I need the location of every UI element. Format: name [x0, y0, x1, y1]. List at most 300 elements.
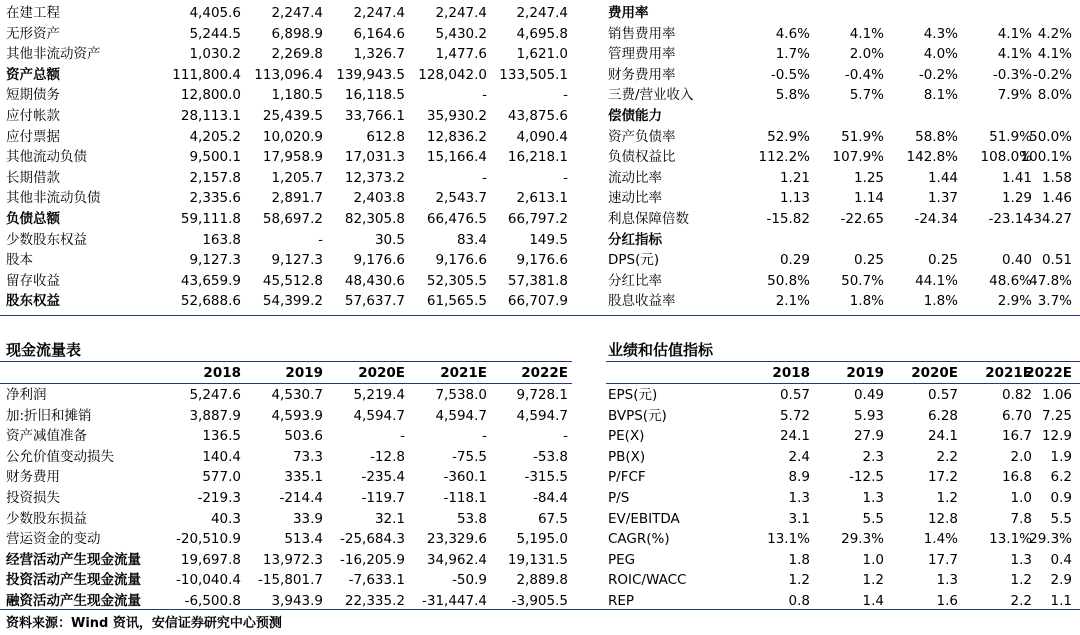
valuation-year-0: 2018	[772, 365, 810, 381]
cashflow-cell: 7,538.0	[435, 387, 487, 403]
valuation-row	[0, 447, 1080, 467]
cashflow-cell: 503.6	[284, 428, 323, 445]
balance-cell: 57,381.8	[507, 272, 568, 289]
valuation-row-label: CAGR(%)	[608, 531, 670, 548]
ratio-cell	[982, 230, 1072, 250]
valuation-row	[0, 591, 1080, 611]
cashflow-cell: -	[563, 428, 568, 445]
balance-row-label: 应付帐款	[6, 108, 60, 124]
ratio-cell: 1.37	[927, 190, 958, 207]
ratio-cell: -0.2%	[918, 66, 958, 83]
cashflow-cell: -12.8	[370, 448, 405, 465]
cashflow-cell: -16,205.9	[340, 551, 405, 568]
cashflow-cell: 5,195.0	[516, 531, 568, 548]
balance-cell: 163.8	[202, 231, 241, 248]
valuation-cell: 5.5	[862, 510, 884, 527]
balance-cell: 5,244.5	[189, 25, 241, 42]
valuation-cell: 1.06	[1041, 387, 1072, 403]
ratio-cell: 0.25	[853, 252, 884, 269]
valuation-cell: 1.2	[936, 490, 958, 506]
valuation-row	[0, 426, 1080, 446]
valuation-cell: 24.1	[927, 428, 958, 445]
ratio-row-label: 费用率	[608, 5, 649, 21]
balance-cell: 52,688.6	[180, 293, 241, 310]
cashflow-row-label: 融资活动产生现金流量	[6, 593, 141, 609]
ratio-cell: 4.1%	[997, 25, 1032, 42]
balance-cell: 12,800.0	[180, 87, 241, 104]
cashflow-cell: -10,040.4	[176, 572, 241, 589]
cashflow-cell: -7,633.1	[348, 572, 405, 589]
cashflow-cell: 4,594.7	[353, 407, 405, 424]
ratio-cell: -24.34	[914, 211, 958, 227]
ratio-row-label: 资产负债率	[608, 128, 676, 145]
ratio-row	[0, 250, 1080, 270]
balance-cell: 2,247.4	[516, 5, 568, 21]
ratio-row	[0, 44, 1080, 64]
cashflow-cell: -6,500.8	[184, 593, 241, 609]
valuation-cell: 6.2	[1050, 469, 1072, 486]
valuation-cell: 0.49	[853, 387, 884, 403]
ratio-row-label: 财务费用率	[608, 66, 676, 83]
cashflow-cell: -360.1	[443, 469, 487, 486]
valuation-cell: 7.25	[1041, 407, 1072, 424]
cashflow-cell: -219.3	[197, 490, 241, 506]
balance-row-label: 无形资产	[6, 25, 60, 42]
ratio-cell: 1.58	[1041, 169, 1072, 186]
ratio-cell: 50.0%	[1029, 128, 1072, 145]
ratio-cell: 1.44	[927, 169, 958, 186]
valuation-year-3: 2021E	[985, 365, 1032, 381]
balance-cell: 2,891.7	[271, 190, 323, 207]
cashflow-cell: 33.9	[292, 510, 323, 527]
valuation-cell: 7.8	[1010, 510, 1032, 527]
ratio-cell: 107.9%	[832, 149, 884, 166]
balance-cell: 1,621.0	[516, 46, 568, 63]
cashflow-cell: -15,801.7	[258, 572, 323, 589]
balance-cell: 1,326.7	[353, 46, 405, 63]
cashflow-year-2: 2020E	[358, 365, 405, 381]
valuation-cell: 5.93	[853, 407, 884, 424]
valuation-year-1: 2019	[846, 365, 884, 381]
ratio-cell: -23.14	[988, 211, 1032, 227]
valuation-cell: 5.72	[779, 407, 810, 424]
valuation-row-label: P/S	[608, 490, 630, 506]
ratio-row	[0, 168, 1080, 188]
cashflow-cell: 4,594.7	[435, 407, 487, 424]
ratio-cell: 4.6%	[775, 25, 810, 42]
ratio-cell: 4.2%	[1037, 25, 1072, 42]
ratio-cell: 1.46	[1041, 190, 1072, 207]
valuation-row-label: PB(X)	[608, 448, 646, 465]
balance-cell: 28,113.1	[180, 108, 241, 124]
ratio-cell: 2.1%	[775, 293, 810, 310]
ratio-cell: 3.7%	[1037, 293, 1072, 310]
balance-row-label: 股东权益	[6, 293, 60, 310]
valuation-cell: 16.8	[1001, 469, 1032, 486]
ratio-cell: 0.29	[779, 252, 810, 269]
valuation-cell: 0.9	[1050, 490, 1072, 506]
valuation-cell: 3.1	[788, 510, 810, 527]
balance-cell: 2,247.4	[353, 5, 405, 21]
ratio-cell: 1.8%	[923, 293, 958, 310]
balance-cell: 83.4	[456, 231, 487, 248]
ratio-row	[0, 147, 1080, 167]
ratio-cell: 51.9%	[989, 128, 1032, 145]
balance-cell: -	[482, 87, 487, 104]
cashflow-header-rule-bottom	[0, 383, 572, 384]
balance-cell: 1,477.6	[435, 46, 487, 63]
cashflow-cell: 335.1	[284, 469, 323, 486]
ratio-cell: 112.2%	[758, 149, 810, 166]
valuation-cell: 0.82	[1001, 387, 1032, 403]
ratio-cell: -34.27	[1028, 211, 1072, 227]
ratio-row-label: 利息保障倍数	[608, 211, 689, 227]
cashflow-cell: 73.3	[292, 448, 323, 465]
cashflow-cell: 53.8	[456, 510, 487, 527]
balance-cell: 2,335.6	[189, 190, 241, 207]
ratio-row-label: 偿债能力	[608, 108, 662, 124]
balance-cell: 6,164.6	[353, 25, 405, 42]
valuation-row	[0, 385, 1080, 405]
balance-cell: 43,659.9	[180, 272, 241, 289]
balance-cell: 59,111.8	[180, 211, 241, 227]
valuation-cell: 29.3%	[841, 531, 884, 548]
balance-cell: 9,127.3	[271, 252, 323, 269]
cashflow-cell: 136.5	[202, 428, 241, 445]
cashflow-title: 现金流量表	[6, 341, 82, 359]
footer-rule	[0, 609, 1080, 610]
cashflow-cell: -75.5	[452, 448, 487, 465]
balance-row-label: 短期债务	[6, 87, 60, 104]
ratio-cell: 5.7%	[849, 87, 884, 104]
ratio-cell: 142.8%	[906, 149, 958, 166]
ratio-row-label: 分红指标	[608, 231, 662, 248]
balance-cell: 17,031.3	[344, 149, 405, 166]
valuation-cell: 13.1%	[767, 531, 810, 548]
ratio-row	[0, 271, 1080, 291]
cashflow-row-label: 投资损失	[6, 490, 60, 506]
ratio-row	[0, 65, 1080, 85]
balance-cell: 9,176.6	[353, 252, 405, 269]
valuation-cell: 16.7	[1001, 428, 1032, 445]
cashflow-cell: 577.0	[202, 469, 241, 486]
cashflow-cell: 4,593.9	[271, 407, 323, 424]
ratio-row	[0, 127, 1080, 147]
balance-cell: 16,218.1	[507, 149, 568, 166]
valuation-cell: 1.9	[1050, 448, 1072, 465]
ratio-cell: 48.6%	[989, 272, 1032, 289]
cashflow-cell: -235.4	[361, 469, 405, 486]
balance-row-label: 其他非流动负债	[6, 190, 101, 207]
balance-cell: 66,707.9	[507, 293, 568, 310]
balance-cell: 1,205.7	[271, 169, 323, 186]
cashflow-year-3: 2021E	[440, 365, 487, 381]
valuation-row	[0, 529, 1080, 549]
balance-cell: 4,205.2	[189, 128, 241, 145]
valuation-cell: 1.4	[862, 593, 884, 609]
ratio-cell: -0.5%	[770, 66, 810, 83]
cashflow-cell: -20,510.9	[176, 531, 241, 548]
balance-cell: 111,800.4	[172, 66, 241, 83]
balance-cell: -	[482, 169, 487, 186]
balance-cell: 149.5	[529, 231, 568, 248]
balance-row-label: 长期借款	[6, 169, 60, 186]
cashflow-row-label: 少数股东损益	[6, 510, 87, 527]
ratio-cell: 47.8%	[1029, 272, 1072, 289]
ratio-row	[0, 24, 1080, 44]
cashflow-cell: 13,972.3	[262, 551, 323, 568]
cashflow-cell: -	[482, 428, 487, 445]
balance-cell: 9,127.3	[189, 252, 241, 269]
cashflow-cell: 32.1	[374, 510, 405, 527]
balance-cell: 113,096.4	[254, 66, 323, 83]
cashflow-cell: -84.4	[533, 490, 568, 506]
ratio-row-label: 流动比率	[608, 169, 662, 186]
valuation-cell: 2.4	[788, 448, 810, 465]
cashflow-cell: -	[400, 428, 405, 445]
ratio-cell	[982, 3, 1072, 23]
balance-cell: 1,180.5	[271, 87, 323, 104]
ratio-cell: 1.8%	[849, 293, 884, 310]
valuation-cell: 27.9	[853, 428, 884, 445]
balance-cell: 9,176.6	[516, 252, 568, 269]
valuation-row	[0, 509, 1080, 529]
valuation-year-4: 2022E	[1025, 365, 1072, 381]
ratio-cell: 1.29	[1001, 190, 1032, 207]
valuation-header-rule-top	[606, 361, 1080, 362]
ratio-cell: 1.21	[779, 169, 810, 186]
balance-cell: 133,505.1	[499, 66, 568, 83]
ratio-cell: 0.51	[1041, 252, 1072, 269]
balance-cell: 52,305.5	[426, 272, 487, 289]
valuation-cell: 2.0	[1010, 448, 1032, 465]
ratio-cell: 100.1%	[1020, 149, 1072, 166]
cashflow-row-label: 加:折旧和摊销	[6, 407, 92, 424]
cashflow-row-label: 投资活动产生现金流量	[6, 572, 141, 589]
cashflow-cell: -25,684.3	[340, 531, 405, 548]
ratio-row-label: DPS(元)	[608, 252, 660, 269]
ratio-cell: 1.14	[853, 190, 884, 207]
cashflow-cell: -119.7	[361, 490, 405, 506]
valuation-cell: 1.2	[1010, 572, 1032, 589]
balance-cell: 4,090.4	[516, 128, 568, 145]
ratio-cell: -0.3%	[992, 66, 1032, 83]
valuation-title: 业绩和估值指标	[608, 341, 714, 359]
balance-cell: 5,430.2	[435, 25, 487, 42]
valuation-cell: 1.3	[862, 490, 884, 506]
valuation-header-rule-bottom	[606, 383, 1080, 384]
ratio-cell: 52.9%	[767, 128, 810, 145]
cashflow-cell: 5,247.6	[189, 387, 241, 403]
ratio-cell: -22.65	[840, 211, 884, 227]
ratio-row	[0, 209, 1080, 229]
cashflow-row-label: 经营活动产生现金流量	[6, 551, 141, 568]
cashflow-cell: 9,728.1	[516, 387, 568, 403]
cashflow-cell: 5,219.4	[353, 387, 405, 403]
balance-cell: 2,403.8	[353, 190, 405, 207]
valuation-cell: 1.3	[788, 490, 810, 506]
valuation-cell: 12.9	[1041, 428, 1072, 445]
balance-row-label: 少数股东权益	[6, 231, 87, 248]
ratio-cell: 5.8%	[775, 87, 810, 104]
ratio-cell: 4.0%	[923, 46, 958, 63]
cashflow-year-0: 2018	[203, 365, 241, 381]
balance-cell: 61,565.5	[426, 293, 487, 310]
balance-cell: 82,305.8	[344, 211, 405, 227]
cashflow-row-label: 公允价值变动损失	[6, 448, 114, 465]
balance-row-label: 其他流动负债	[6, 149, 87, 166]
valuation-cell: 2.2	[936, 448, 958, 465]
cashflow-cell: -53.8	[533, 448, 568, 465]
valuation-cell: 0.57	[779, 387, 810, 403]
ratio-cell: -0.2%	[1032, 66, 1072, 83]
cashflow-cell: 23,329.6	[426, 531, 487, 548]
valuation-cell: 2.2	[1010, 593, 1032, 609]
cashflow-header-rule-top	[0, 361, 572, 362]
valuation-cell: 1.3	[936, 572, 958, 589]
balance-cell: 43,875.6	[507, 108, 568, 124]
balance-cell: 9,176.6	[435, 252, 487, 269]
cashflow-cell: 3,887.9	[189, 407, 241, 424]
ratio-cell: 8.0%	[1037, 87, 1072, 104]
valuation-row-label: PE(X)	[608, 428, 645, 445]
valuation-cell: 6.70	[1001, 407, 1032, 424]
cashflow-cell: 19,131.5	[507, 551, 568, 568]
valuation-cell: 6.28	[927, 407, 958, 424]
ratio-row	[0, 106, 1080, 126]
valuation-cell: 17.2	[927, 469, 958, 486]
balance-cell: 2,247.4	[271, 5, 323, 21]
ratio-cell: 1.13	[779, 190, 810, 207]
cashflow-cell: 140.4	[202, 448, 241, 465]
ratio-cell: 108.0%	[980, 149, 1032, 166]
valuation-cell: 1.6	[936, 593, 958, 609]
cashflow-cell: 4,594.7	[516, 407, 568, 424]
valuation-cell: 0.4	[1050, 551, 1072, 568]
valuation-cell: 5.5	[1050, 510, 1072, 527]
valuation-cell: 1.2	[788, 572, 810, 589]
balance-cell: 58,697.2	[262, 211, 323, 227]
cashflow-cell: -118.1	[443, 490, 487, 506]
ratio-cell: 58.8%	[915, 128, 958, 145]
cashflow-row-label: 营运资金的变动	[6, 531, 101, 548]
ratio-row	[0, 291, 1080, 311]
valuation-row-label: EPS(元)	[608, 387, 658, 403]
balance-row-label: 在建工程	[6, 5, 60, 21]
cashflow-cell: 19,697.8	[180, 551, 241, 568]
ratio-cell: 0.25	[927, 252, 958, 269]
cashflow-cell: -50.9	[452, 572, 487, 589]
balance-cell: 12,373.2	[344, 169, 405, 186]
balance-row-label: 其他非流动资产	[6, 46, 101, 63]
balance-cell: 57,637.7	[344, 293, 405, 310]
balance-cell: 25,439.5	[262, 108, 323, 124]
valuation-row	[0, 406, 1080, 426]
ratio-cell: 4.3%	[923, 25, 958, 42]
balance-cell: 612.8	[366, 128, 405, 145]
balance-row-label: 股本	[6, 252, 33, 269]
cashflow-cell: -31,447.4	[422, 593, 487, 609]
cashflow-cell: 513.4	[284, 531, 323, 548]
ratio-cell: 1.7%	[775, 46, 810, 63]
ratio-cell: 0.40	[1001, 252, 1032, 269]
balance-cell: 66,476.5	[426, 211, 487, 227]
ratio-cell: 1.41	[1001, 169, 1032, 186]
ratio-row	[0, 188, 1080, 208]
ratio-cell: 4.1%	[849, 25, 884, 42]
ratio-cell: 50.8%	[767, 272, 810, 289]
valuation-cell: 8.9	[788, 469, 810, 486]
cashflow-cell: 4,530.7	[271, 387, 323, 403]
valuation-row	[0, 488, 1080, 508]
ratio-row-label: 负债权益比	[608, 149, 676, 166]
balance-cell: 33,766.1	[344, 108, 405, 124]
valuation-cell: 2.3	[862, 448, 884, 465]
balance-cell: 45,512.8	[262, 272, 323, 289]
valuation-cell: 1.8	[788, 551, 810, 568]
cashflow-cell: 67.5	[537, 510, 568, 527]
valuation-row	[0, 467, 1080, 487]
balance-cell: 1,030.2	[189, 46, 241, 63]
cashflow-cell: 2,889.8	[516, 572, 568, 589]
valuation-cell: 17.7	[927, 551, 958, 568]
balance-cell: 4,695.8	[516, 25, 568, 42]
balance-cell: 16,118.5	[344, 87, 405, 104]
ratio-cell: 50.7%	[841, 272, 884, 289]
cashflow-cell: -315.5	[524, 469, 568, 486]
balance-cell: -	[563, 87, 568, 104]
cashflow-row-label: 资产减值准备	[6, 428, 87, 445]
valuation-cell: 12.8	[927, 510, 958, 527]
ratio-cell: 51.9%	[841, 128, 884, 145]
cashflow-cell: 40.3	[210, 510, 241, 527]
ratio-cell: -15.82	[766, 211, 810, 227]
ratio-row-label: 股息收益率	[608, 293, 676, 310]
balance-cell: 2,247.4	[435, 5, 487, 21]
balance-cell: 2,543.7	[435, 190, 487, 207]
valuation-cell: 2.9	[1050, 572, 1072, 589]
balance-row-label: 应付票据	[6, 128, 60, 145]
balance-cell: 10,020.9	[262, 128, 323, 145]
balance-cell: 48,430.6	[344, 272, 405, 289]
balance-cell: -	[563, 169, 568, 186]
valuation-cell: 0.8	[788, 593, 810, 609]
balance-cell: 4,405.6	[189, 5, 241, 21]
ratio-cell: 2.9%	[997, 293, 1032, 310]
balance-row-label: 资产总额	[6, 66, 60, 83]
balance-cell: 139,943.5	[336, 66, 405, 83]
section-divider	[0, 315, 1080, 316]
valuation-cell: 1.0	[862, 551, 884, 568]
balance-cell: -	[318, 231, 323, 248]
balance-cell: 35,930.2	[426, 108, 487, 124]
valuation-cell: 1.3	[1010, 551, 1032, 568]
ratio-cell	[982, 106, 1072, 126]
valuation-cell: 29.3%	[1029, 531, 1072, 548]
balance-row-label: 负债总额	[6, 211, 60, 227]
ratio-cell: 4.1%	[997, 46, 1032, 63]
balance-cell: 2,613.1	[516, 190, 568, 207]
ratio-cell: 1.25	[853, 169, 884, 186]
balance-cell: 30.5	[374, 231, 405, 248]
balance-cell: 2,157.8	[189, 169, 241, 186]
ratio-row-label: 分红比率	[608, 272, 662, 289]
valuation-cell: -12.5	[849, 469, 884, 486]
valuation-cell: 13.1%	[989, 531, 1032, 548]
valuation-cell: 24.1	[779, 428, 810, 445]
cashflow-cell: 22,335.2	[344, 593, 405, 609]
balance-row-label: 留存收益	[6, 272, 60, 289]
